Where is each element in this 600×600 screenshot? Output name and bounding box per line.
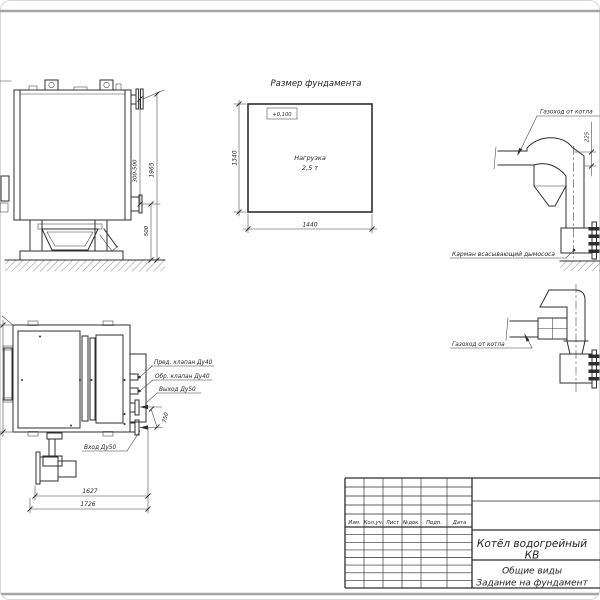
boiler-plan-view <box>0 316 214 513</box>
load-label-line2: 2,5 т <box>301 164 319 172</box>
doc-type-line2: Задание на фундамент <box>476 578 588 589</box>
dust-cone <box>534 186 566 206</box>
plan-length-dimensions <box>28 428 151 513</box>
flue-upper-view <box>450 110 600 272</box>
safety-valve-label: Пред. клапан Ду40 <box>154 360 213 366</box>
col-izm: Изм. <box>348 520 361 526</box>
inlet-label: Вход Ду50 <box>84 445 117 451</box>
foundation-title: Размер фундамента <box>270 79 362 89</box>
col-list: Лист <box>385 520 400 526</box>
damper-box <box>538 318 567 339</box>
fan-inlet-box <box>561 228 592 253</box>
flue-upper-duct-label: Газоход от котла <box>540 109 593 116</box>
flow-arrow-inlet <box>140 425 148 429</box>
dim-length-overall: 1726 <box>80 501 96 508</box>
flow-arrow-outlet <box>140 405 148 409</box>
dim-750-group <box>149 407 170 430</box>
outlet-label: Выход Ду50 <box>159 387 196 393</box>
fan-pocket-label: Карман всасывающий дымососа <box>452 251 555 258</box>
foundation-view <box>232 79 378 233</box>
dim-nozzle-range: 300-500 <box>132 159 139 183</box>
flue-lower-duct-label: Газоход от котла <box>452 342 505 348</box>
valve-stubs <box>130 374 141 435</box>
dim-overall-height: 1965 <box>148 162 156 178</box>
ground-hatch <box>5 260 165 272</box>
boiler-side-view <box>0 80 165 272</box>
support-base <box>20 220 123 260</box>
check-valve-label: Обр. клапан Ду40 <box>155 374 210 380</box>
load-label-line1: Нагрузка <box>294 154 326 162</box>
flue-lower-view <box>450 284 600 392</box>
dim-flue-offset: 225 <box>584 131 591 143</box>
product-title-line2: КВ <box>524 549 540 562</box>
level-mark: +0,100 <box>272 112 292 119</box>
left-door-hinge <box>3 346 13 402</box>
pump-assembly <box>36 433 76 484</box>
doc-type-line1: Общие виды <box>502 566 562 577</box>
title-block <box>345 478 600 589</box>
flue-elbow <box>527 138 584 228</box>
col-koluch: Кол.уч. <box>363 520 384 526</box>
top-outlet-pipe <box>131 89 143 109</box>
product-title-line1: Котёл водогрейный <box>476 538 588 550</box>
top-hatches <box>29 80 121 90</box>
dim-foundation-depth: 1340 <box>231 150 239 166</box>
left-cut-dimension <box>0 316 13 437</box>
ground-hatch-fan <box>560 261 600 271</box>
dim-225-group <box>574 122 596 176</box>
col-ndok: №док. <box>403 520 420 526</box>
col-data: Дата <box>452 520 467 526</box>
col-podp: Подп. <box>426 520 442 526</box>
dim-base-height: 500 <box>144 225 150 237</box>
leader-arrow <box>517 148 522 156</box>
dim-length-inner: 1627 <box>82 488 98 495</box>
side-view-dimensions <box>133 90 165 263</box>
flue-elbow-lower <box>540 290 585 307</box>
dim-foundation-width: 1440 <box>302 221 318 229</box>
dim-port-spacing: 750 <box>161 412 171 424</box>
